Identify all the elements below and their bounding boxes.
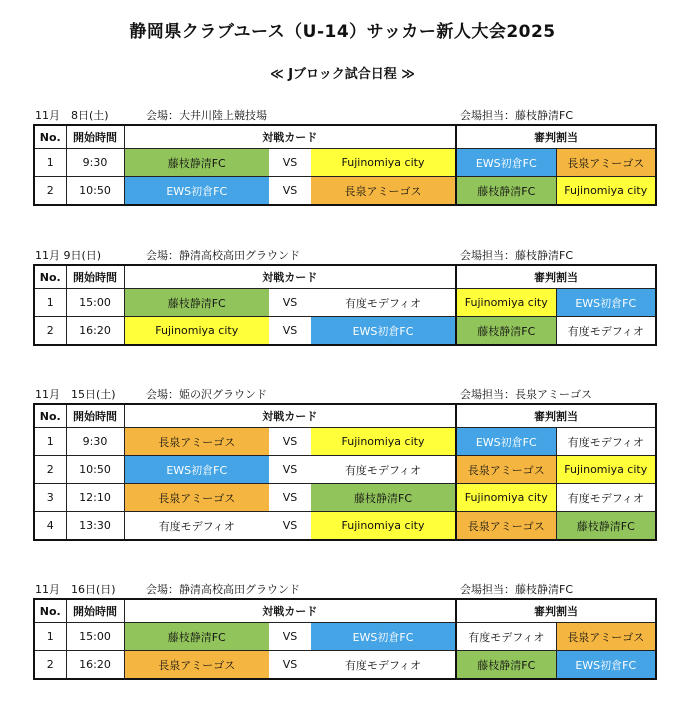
referee-team-1: 長泉アミーゴス [456, 512, 556, 541]
game-no: 1 [34, 289, 66, 317]
day-info [33, 244, 655, 264]
table-row [34, 651, 656, 680]
page-title: 静岡県クラブユース（U-14）サッカー新人大会2025 [129, 22, 556, 42]
referee-team-2: Fujinomiya city [556, 177, 656, 206]
venue-label: 会場：姫の沢グラウンド [146, 388, 267, 401]
header-match: 対戦カード [124, 265, 456, 289]
kickoff-time: 9:30 [66, 428, 124, 456]
table-row [34, 428, 656, 456]
referee-team-1: 藤枝静清FC [456, 651, 556, 680]
table-row [34, 484, 656, 512]
away-team: EWS初倉FC [311, 317, 456, 346]
schedule-table [33, 264, 657, 346]
referee-team-1: Fujinomiya city [456, 484, 556, 512]
day-info [33, 578, 655, 598]
referee-team-2: Fujinomiya city [556, 456, 656, 484]
vs-label: VS [269, 317, 311, 346]
kickoff-time: 16:20 [66, 651, 124, 680]
vs-label: VS [269, 456, 311, 484]
header-time: 開始時間 [66, 599, 124, 623]
home-team: EWS初倉FC [124, 177, 269, 206]
table-row [34, 177, 656, 206]
referee-team-1: 長泉アミーゴス [456, 456, 556, 484]
table-row [34, 317, 656, 346]
referee-team-2: EWS初倉FC [556, 651, 656, 680]
home-team: 長泉アミーゴス [124, 651, 269, 680]
kickoff-time: 15:00 [66, 623, 124, 651]
match-date: 11月 9日(日) [35, 249, 102, 262]
header-match: 対戦カード [124, 599, 456, 623]
away-team: 有度モデフィオ [311, 456, 456, 484]
home-team: 藤枝静清FC [124, 623, 269, 651]
away-team: 有度モデフィオ [311, 289, 456, 317]
home-team: 有度モデフィオ [124, 512, 269, 541]
table-header [34, 599, 656, 623]
kickoff-time: 13:30 [66, 512, 124, 541]
game-no: 2 [34, 456, 66, 484]
schedule-table [33, 598, 657, 680]
table-row [34, 149, 656, 177]
game-no: 1 [34, 149, 66, 177]
header-no: No. [34, 404, 66, 428]
venue-manager: 会場担当：長泉アミーゴス [460, 388, 592, 401]
venue-label: 会場：静清高校高田グラウンド [146, 583, 300, 596]
match-date: 11月 15日(土) [35, 388, 116, 401]
header-time: 開始時間 [66, 404, 124, 428]
venue-manager: 会場担当：藤枝静清FC [460, 583, 574, 596]
header-referee: 審判割当 [456, 599, 656, 623]
referee-team-1: 有度モデフィオ [456, 623, 556, 651]
referee-team-2: 有度モデフィオ [556, 428, 656, 456]
day-info [33, 104, 655, 124]
table-row [34, 456, 656, 484]
away-team: 有度モデフィオ [311, 651, 456, 680]
header-match: 対戦カード [124, 125, 456, 149]
kickoff-time: 10:50 [66, 177, 124, 206]
vs-label: VS [269, 177, 311, 206]
referee-team-2: EWS初倉FC [556, 289, 656, 317]
referee-team-2: 藤枝静清FC [556, 512, 656, 541]
game-no: 1 [34, 623, 66, 651]
home-team: 藤枝静清FC [124, 289, 269, 317]
home-team: 長泉アミーゴス [124, 484, 269, 512]
schedule-table [33, 403, 657, 541]
referee-team-1: EWS初倉FC [456, 428, 556, 456]
referee-team-2: 有度モデフィオ [556, 317, 656, 346]
away-team: 長泉アミーゴス [311, 177, 456, 206]
away-team: 藤枝静清FC [311, 484, 456, 512]
vs-label: VS [269, 512, 311, 541]
header-time: 開始時間 [66, 125, 124, 149]
table-header [34, 265, 656, 289]
vs-label: VS [269, 428, 311, 456]
kickoff-time: 9:30 [66, 149, 124, 177]
kickoff-time: 10:50 [66, 456, 124, 484]
header-no: No. [34, 265, 66, 289]
header-match: 対戦カード [124, 404, 456, 428]
referee-team-1: EWS初倉FC [456, 149, 556, 177]
venue-manager: 会場担当：藤枝静清FC [460, 109, 574, 122]
day-section [33, 383, 655, 541]
kickoff-time: 15:00 [66, 289, 124, 317]
game-no: 1 [34, 428, 66, 456]
header-referee: 審判割当 [456, 404, 656, 428]
kickoff-time: 16:20 [66, 317, 124, 346]
away-team: EWS初倉FC [311, 623, 456, 651]
day-section [33, 244, 655, 346]
referee-team-2: 有度モデフィオ [556, 484, 656, 512]
referee-team-2: 長泉アミーゴス [556, 623, 656, 651]
day-section [33, 578, 655, 680]
day-section [33, 104, 655, 206]
referee-team-1: 藤枝静清FC [456, 317, 556, 346]
table-row [34, 289, 656, 317]
venue-label: 会場：静清高校高田グラウンド [146, 249, 300, 262]
game-no: 4 [34, 512, 66, 541]
header-referee: 審判割当 [456, 125, 656, 149]
game-no: 2 [34, 317, 66, 346]
home-team: 藤枝静清FC [124, 149, 269, 177]
game-no: 3 [34, 484, 66, 512]
vs-label: VS [269, 651, 311, 680]
home-team: 長泉アミーゴス [124, 428, 269, 456]
vs-label: VS [269, 149, 311, 177]
match-date: 11月 16日(日) [35, 583, 116, 596]
home-team: Fujinomiya city [124, 317, 269, 346]
table-row [34, 512, 656, 541]
referee-team-1: 藤枝静清FC [456, 177, 556, 206]
table-header [34, 404, 656, 428]
away-team: Fujinomiya city [311, 149, 456, 177]
venue-label: 会場：大井川陸上競技場 [146, 109, 267, 122]
vs-label: VS [269, 484, 311, 512]
match-date: 11月 8日(土) [35, 109, 109, 122]
home-team: EWS初倉FC [124, 456, 269, 484]
header-no: No. [34, 599, 66, 623]
schedule-table [33, 124, 657, 206]
table-row [34, 623, 656, 651]
header-referee: 審判割当 [456, 265, 656, 289]
header-time: 開始時間 [66, 265, 124, 289]
game-no: 2 [34, 651, 66, 680]
referee-team-2: 長泉アミーゴス [556, 149, 656, 177]
day-info [33, 383, 655, 403]
vs-label: VS [269, 289, 311, 317]
away-team: Fujinomiya city [311, 512, 456, 541]
block-subtitle: ≪ Jブロック試合日程 ≫ [270, 67, 415, 82]
kickoff-time: 12:10 [66, 484, 124, 512]
venue-manager: 会場担当：藤枝静清FC [460, 249, 574, 262]
vs-label: VS [269, 623, 311, 651]
referee-team-1: Fujinomiya city [456, 289, 556, 317]
table-header [34, 125, 656, 149]
away-team: Fujinomiya city [311, 428, 456, 456]
header-no: No. [34, 125, 66, 149]
game-no: 2 [34, 177, 66, 206]
